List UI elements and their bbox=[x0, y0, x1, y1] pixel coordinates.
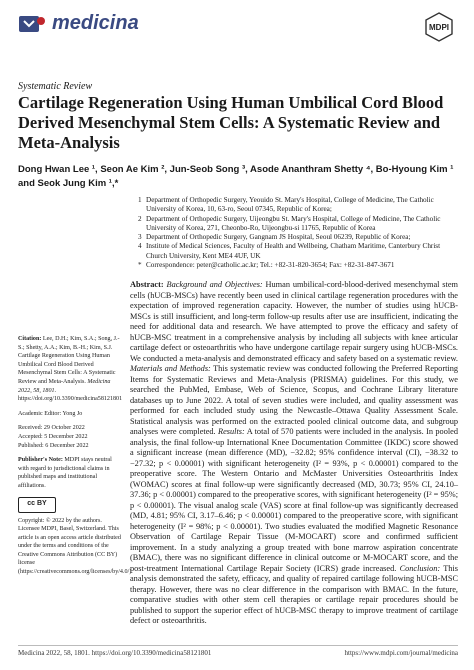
mdpi-logo-icon[interactable] bbox=[424, 12, 454, 42]
abstract-background: Human umbilical-cord-blood-derived mesenchymal stem cells (hUCB-MSCs) have recently been used in clinical cartilage regeneration procedures with the expectation of improved regeneration capacity. However, the number of studies using hUCB-MSCs is still insufficient, and long-term follow-up results after use are insufficient, indicating the need for additional data and research. We have attempted to prove the efficacy and safety of hUCB-MSC treatment in a comprehensive analysis by including all subjects with knee articular cartilage defect or osteoarthritis who have undergone cartilage repair surgery using hUCB-MSCs. We conducted a meta-analysis and demonstrated efficacy and safety based on a systematic review. bbox=[130, 280, 458, 363]
affiliation-item bbox=[138, 196, 462, 215]
abstract-results: A total of 570 patients were included in the analysis. In pooled analysis, the final follow-up International Knee Documentation Committee (IKDC) score showed a significant increase (mean difference (MD), −32.82; 95% confidence interval (CI), −38.32 to −27.32; p < 0.00001) with significant heterogeneity (I² = 93%, p < 0.00001) compared to the preoperative score. The Western Ontario and McMaster Universities Osteoarthritis Index (WOMAC) scores at final follow-up were significantly decreased (MD, 30.73; 95% CI, 24.10–37.36; p < 0.00001) compared to the preoperative scores, with significant heterogeneity (I² = 95%; p < 0.00001). The visual analog scale (VAS) score at final follow-up was significantly decreased (MD, 4.81; 95% CI, 3.17–6.46; p < 0.00001) compared to the preoperative score, with significant heterogeneity (I² = 98%; p < 0.00001). Two studies evaluated the modified Magnetic Resonance Observation of Cartilage Repair Tissue (M-MOCART) score and confirmed sufficient improvement. In a study analyzing a group treated with bone marrow aspiration concentrate (BMAC), there was no significant difference in clinical outcome or M-MOCART score, and the post-treatment International Cartilage Repair Society (ICRS) grade increased. bbox=[130, 427, 458, 573]
affiliation-text: Institute of Medical Sciences, Faculty of Health and Wellbeing, Chatham Maritime, Canterbury Christ Church University, Kent ME4 4UF, UK bbox=[146, 242, 441, 260]
journal-name: medicina bbox=[52, 12, 139, 34]
dates-block bbox=[18, 424, 122, 450]
abstract-methods-label: Materials and Methods: bbox=[130, 364, 211, 373]
abstract-methods: This systematic review was conducted following the Preferred Reporting Items for Systematic Reviews and Meta-Analysis (PRISMA) guidelines. For this study, we searched the PubMed, Embase, Web of Science, Scopus, and Cochrane Library literature databases up to June 2022. A total of seven studies were included, and quality assessment was performed for each included study using the Newcastle–Ottawa Quality Assessment Scale. Statistical analysis was performed on the extracted pooled clinical outcome data, and subgroup analyses were completed. bbox=[130, 364, 458, 436]
affiliation-number: * bbox=[138, 261, 142, 270]
authors-line-2[interactable]: and Seok Jung Kim ¹,* bbox=[18, 178, 119, 189]
article-sidebar bbox=[18, 335, 133, 583]
affiliation-text: Department of Orthopedic Surgery, Uijeongbu St. Mary's Hospital, College of Medicine, The Catholic University of Korea, 271, Cheonbo-Ro, Uijeongbu-si 11765, Republic of Korea bbox=[146, 214, 441, 232]
accepted-date: Accepted: 5 December 2022 bbox=[18, 433, 88, 440]
affiliation-number: 4 bbox=[138, 242, 142, 251]
abstract-background-label: Background and Objectives: bbox=[166, 280, 263, 289]
correspondence-text[interactable]: Correspondence: peter@catholic.ac.kr; Tel.: +82-31-820-3654; Fax: +82-31-847-3671 bbox=[146, 261, 395, 270]
affiliation-item bbox=[138, 233, 462, 242]
affiliation-text: Department of Orthopedic Surgery, Yeouido St. Mary's Hospital, College of Medicine, The Catholic University of Korea, 10, 63-ro, Seoul 07345, Republic of Korea; bbox=[146, 196, 434, 214]
affiliation-number: 2 bbox=[138, 214, 142, 223]
page-footer bbox=[18, 649, 458, 657]
footer-journal-link[interactable]: https://www.mdpi.com/journal/medicina bbox=[344, 649, 458, 657]
citation-block bbox=[18, 335, 122, 404]
received-date: Received: 29 October 2022 bbox=[18, 425, 85, 432]
abstract-conclusion: This analysis demonstrated the safety, efficacy, and quality of repaired cartilage following hUCB-MSC therapy. However, there was no clear difference in the comparison with BMAC. In the future, comparative studies with other stem cell therapies or cartilage repair procedures should be published to support the superior effect of hUCB-MSC therapy to improve treatment of cartilage defect or osteoarthritis. bbox=[130, 563, 458, 625]
citation-journal: Medicina 2022, 58, 1801. bbox=[18, 378, 111, 394]
affiliation-number: 3 bbox=[138, 233, 142, 242]
abstract bbox=[130, 280, 458, 627]
journal-logo[interactable] bbox=[18, 12, 139, 35]
published-date: Published: 6 December 2022 bbox=[18, 442, 89, 449]
copyright-block: Copyright: © 2022 by the authors. Licensee MDPI, Basel, Switzerland. This article is an open access article distributed under the terms and conditions of the Creative Commons Attribution (CC BY) license (https://creativecommons.org/licenses/by/4.0/). bbox=[18, 517, 133, 576]
affiliation-list bbox=[138, 196, 462, 270]
article-type: Systematic Review bbox=[18, 81, 93, 92]
mdpi-logo-text: MDPI bbox=[429, 23, 449, 32]
affiliation-item bbox=[138, 242, 462, 261]
article-title: Cartilage Regeneration Using Human Umbilical Cord Blood Derived Mesenchymal Stem Cells: A Systematic Review and Meta-Analysis bbox=[18, 93, 444, 152]
editor-block: Academic Editor: Yong Jo bbox=[18, 410, 83, 417]
abstract-conclusion-label: Conclusion: bbox=[399, 563, 441, 573]
publisher-note-label: Publisher's Note: bbox=[18, 457, 63, 464]
publisher-note bbox=[18, 456, 122, 490]
publisher-note-text: MDPI stays neutral with regard to jurisdictional claims in published maps and institutional affiliations. bbox=[18, 457, 112, 489]
correspondence bbox=[138, 261, 462, 270]
citation-doi-link[interactable]: https://doi.org/10.3390/medicina58121801 bbox=[18, 396, 123, 403]
authors-line-1[interactable]: Dong Hwan Lee ¹, Seon Ae Kim ², Jun-Seob Song ³, Asode Ananthram Shetty ⁴, Bo-Hyoung Kim ¹ bbox=[18, 164, 454, 175]
footer-citation[interactable]: Medicina 2022, 58, 1801. https://doi.org/10.3390/medicina58121801 bbox=[18, 649, 212, 657]
affiliation-text: Department of Orthopedic Surgery, Gangnam JS Hospital, Seoul 06239, Republic of Korea; bbox=[146, 233, 411, 242]
abstract-label: Abstract: bbox=[130, 280, 164, 289]
affiliation-item bbox=[138, 215, 462, 234]
citation-text: Lee, D.H.; Kim, S.A.; Song, J.-S.; Shetty, A.A.; Kim, B.-H.; Kim, S.J. Cartilage Regeneration Using Human Umbilical Cord Blood Derived Mesenchymal Stem Cells: A Systematic Review and Meta-Analysis. bbox=[18, 336, 120, 385]
license-badge-row bbox=[18, 497, 122, 513]
journal-header bbox=[18, 12, 454, 46]
abstract-results-label: Results: bbox=[218, 427, 245, 436]
citation-label: Citation: bbox=[18, 336, 42, 342]
cc-by-icon[interactable]: cc BY bbox=[18, 497, 56, 513]
author-list bbox=[18, 163, 458, 191]
footer-divider bbox=[18, 645, 458, 646]
medicina-logo-icon bbox=[18, 13, 46, 35]
affiliation-number: 1 bbox=[138, 196, 142, 204]
